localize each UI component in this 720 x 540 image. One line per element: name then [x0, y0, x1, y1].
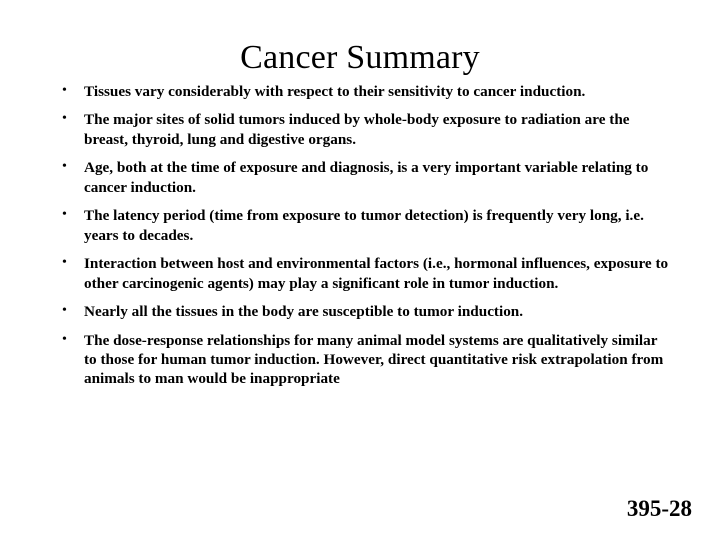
- list-item-text: The dose-response relationships for many animal model systems are qualitatively similar to those for human tumor induction. However, direct quantitative risk extrapolation from animals to man would be inappropriate: [84, 331, 664, 388]
- list-item-text: The latency period (time from exposure to tumor detection) is frequently very long, i.e. years to decades.: [84, 207, 644, 244]
- bullet-icon: •: [62, 255, 67, 271]
- bullet-icon: •: [62, 207, 67, 223]
- list-item: [56, 110, 672, 149]
- bullet-icon: •: [62, 331, 67, 347]
- list-item-text: Nearly all the tissues in the body are susceptible to tumor induction.: [84, 303, 524, 321]
- list-item-text: Age, both at the time of exposure and diagnosis, is a very important variable relating to cancer induction.: [84, 159, 649, 196]
- list-item-text: Interaction between host and environmental factors (i.e., hormonal influences, exposure to other carcinogenic agents) may play a significant role in tumor induction.: [84, 255, 669, 292]
- list-item: [56, 254, 672, 293]
- list-item: [56, 206, 672, 245]
- list-item-text: The major sites of solid tumors induced by whole-body exposure to radiation are the breast, thyroid, lung and digestive organs.: [84, 111, 630, 148]
- list-item: [56, 302, 672, 321]
- bullet-icon: •: [62, 159, 67, 175]
- bullet-icon: •: [62, 303, 67, 319]
- page-title: Cancer Summary: [240, 38, 480, 76]
- list-item-text: Tissues vary considerably with respect to their sensitivity to cancer induction.: [84, 83, 586, 100]
- bullet-icon: •: [62, 111, 67, 127]
- bullet-icon: •: [62, 83, 67, 98]
- bullet-list: [56, 82, 672, 389]
- list-item: [56, 158, 672, 197]
- slide-number: 395-28: [626, 496, 692, 521]
- list-item: [56, 331, 672, 389]
- list-item: [56, 82, 672, 101]
